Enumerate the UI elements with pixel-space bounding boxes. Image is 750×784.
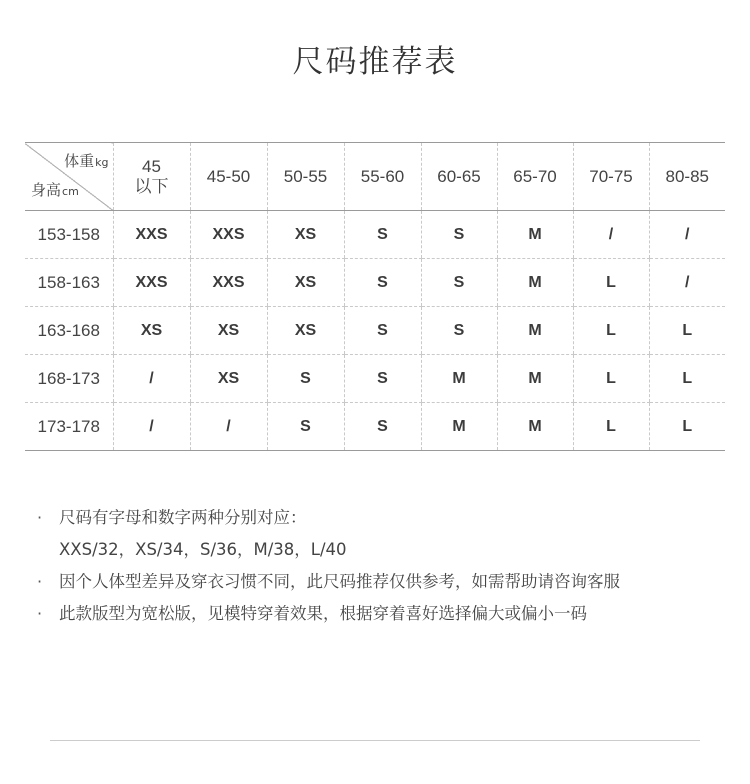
weight-column-header: 45 以下: [113, 143, 190, 211]
page-title: 尺码推荐表: [292, 44, 458, 80]
size-cell: L: [573, 355, 649, 403]
size-cell: L: [573, 307, 649, 355]
size-cell: S: [344, 403, 421, 451]
size-cell: XS: [267, 307, 344, 355]
size-cell: M: [421, 355, 497, 403]
note-text: 此款版型为宽松版，见模特穿着效果，根据穿着喜好选择偏大或偏小一码: [59, 604, 587, 623]
bullet-icon: ·: [37, 572, 43, 591]
note-item: [37, 566, 620, 598]
size-cell: L: [573, 403, 649, 451]
bullet-icon: ·: [37, 508, 43, 527]
size-cell: /: [190, 403, 267, 451]
corner-header-cell: [25, 143, 113, 211]
size-cell: S: [344, 211, 421, 259]
header-row: [25, 143, 725, 211]
size-cell: /: [649, 211, 725, 259]
size-cell: M: [497, 355, 573, 403]
size-cell: XS: [113, 307, 190, 355]
size-cell: M: [497, 403, 573, 451]
height-range-cell: 153-158: [25, 211, 113, 259]
size-cell: S: [421, 307, 497, 355]
size-cell: XS: [190, 307, 267, 355]
height-range-cell: 168-173: [25, 355, 113, 403]
size-mapping-text: XXS/32，XS/34，S/36，M/38，L/40: [59, 540, 347, 559]
weight-column-header: 45-50: [190, 143, 267, 211]
height-range-cell: 163-168: [25, 307, 113, 355]
size-cell: M: [497, 307, 573, 355]
size-cell: /: [113, 355, 190, 403]
size-recommendation-table: [25, 142, 725, 451]
note-item-continuation: [37, 534, 620, 566]
size-cell: /: [573, 211, 649, 259]
table-row: [25, 307, 725, 355]
size-cell: L: [649, 307, 725, 355]
weight-axis-label: 体重kg: [64, 152, 109, 170]
size-cell: S: [267, 355, 344, 403]
weight-column-header: 60-65: [421, 143, 497, 211]
weight-column-header: 55-60: [344, 143, 421, 211]
size-cell: S: [421, 259, 497, 307]
size-cell: M: [497, 259, 573, 307]
table-row: [25, 259, 725, 307]
size-cell: XXS: [113, 259, 190, 307]
table-row: [25, 211, 725, 259]
size-cell: S: [421, 211, 497, 259]
notes-section: [37, 502, 620, 630]
height-axis-label: 身高cm: [31, 181, 79, 199]
size-cell: /: [113, 403, 190, 451]
size-cell: /: [649, 259, 725, 307]
size-cell: L: [573, 259, 649, 307]
weight-column-header: 50-55: [267, 143, 344, 211]
size-cell: XS: [267, 259, 344, 307]
size-cell: XXS: [190, 259, 267, 307]
size-cell: S: [344, 355, 421, 403]
size-cell: XXS: [190, 211, 267, 259]
weight-column-header: 80-85: [649, 143, 725, 211]
note-text: 尺码有字母和数字两种分别对应：: [59, 508, 307, 527]
footer-divider: [50, 740, 700, 741]
weight-column-header: 70-75: [573, 143, 649, 211]
size-cell: L: [649, 403, 725, 451]
height-range-cell: 173-178: [25, 403, 113, 451]
size-cell: M: [497, 211, 573, 259]
size-cell: XXS: [113, 211, 190, 259]
table-row: [25, 355, 725, 403]
size-cell: S: [267, 403, 344, 451]
weight-column-header: 65-70: [497, 143, 573, 211]
note-item: [37, 502, 620, 534]
size-cell: L: [649, 355, 725, 403]
size-cell: M: [421, 403, 497, 451]
note-text: 因个人体型差异及穿衣习惯不同，此尺码推荐仅供参考，如需帮助请咨询客服: [59, 572, 620, 591]
size-cell: S: [344, 307, 421, 355]
size-cell: XS: [190, 355, 267, 403]
size-cell: S: [344, 259, 421, 307]
bullet-icon: ·: [37, 604, 43, 623]
table-row: [25, 403, 725, 451]
height-range-cell: 158-163: [25, 259, 113, 307]
size-cell: XS: [267, 211, 344, 259]
note-item: [37, 598, 620, 630]
